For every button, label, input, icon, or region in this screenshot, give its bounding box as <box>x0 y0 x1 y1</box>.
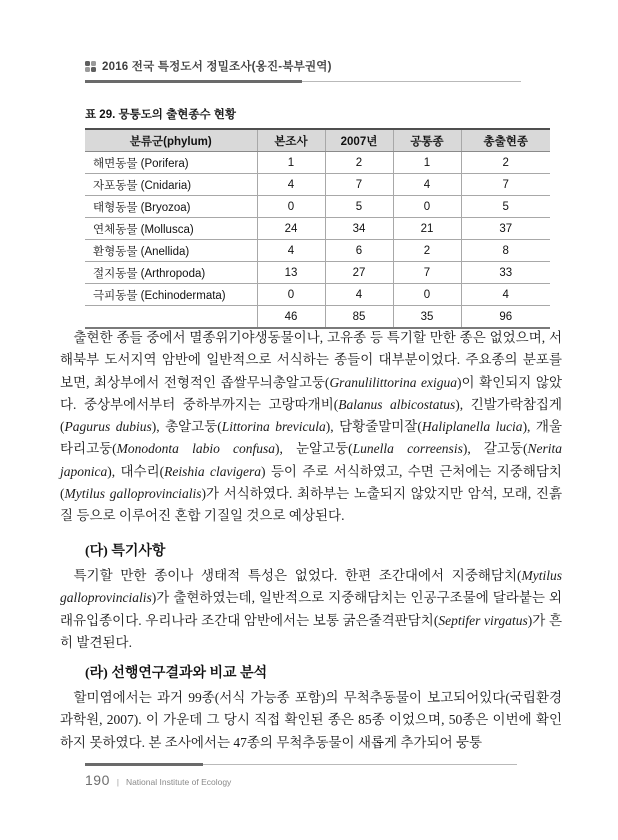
section-heading-special-notes: (다) 특기사항 <box>85 544 166 559</box>
institute-name: National Institute of Ecology <box>125 777 232 787</box>
count-cell: 4 <box>257 174 325 196</box>
count-cell: 4 <box>325 284 393 306</box>
footer-rule <box>85 763 517 766</box>
count-cell: 7 <box>393 262 461 284</box>
footer-separator: | <box>116 778 119 787</box>
count-cell: 4 <box>393 174 461 196</box>
section-heading-comparison: (라) 선행연구결과와 비교 분석 <box>85 666 268 681</box>
count-cell: 7 <box>461 174 550 196</box>
count-cell: 13 <box>257 262 325 284</box>
table-row <box>85 218 550 240</box>
species-count-table <box>85 128 550 329</box>
dots-grid-icon <box>85 61 96 72</box>
column-header: 분류군(phylum) <box>85 129 257 152</box>
count-cell: 1 <box>393 152 461 174</box>
count-cell: 2 <box>325 152 393 174</box>
phylum-cell: 해면동물 (Porifera) <box>85 152 257 174</box>
count-cell: 4 <box>461 284 550 306</box>
count-cell: 33 <box>461 262 550 284</box>
count-cell: 2 <box>461 152 550 174</box>
count-cell: 34 <box>325 218 393 240</box>
count-cell: 96 <box>461 306 550 329</box>
count-cell: 21 <box>393 218 461 240</box>
count-cell: 27 <box>325 262 393 284</box>
count-cell: 0 <box>257 196 325 218</box>
count-cell: 24 <box>257 218 325 240</box>
count-cell: 7 <box>325 174 393 196</box>
page-number: 190 <box>85 772 110 788</box>
count-cell: 2 <box>393 240 461 262</box>
table-row <box>85 196 550 218</box>
phylum-cell <box>85 306 257 329</box>
count-cell: 0 <box>393 196 461 218</box>
page-header <box>85 58 521 83</box>
count-cell: 8 <box>461 240 550 262</box>
count-cell: 6 <box>325 240 393 262</box>
count-cell: 0 <box>257 284 325 306</box>
count-cell: 35 <box>393 306 461 329</box>
count-cell: 0 <box>393 284 461 306</box>
header-rule <box>85 80 521 83</box>
table-row <box>85 152 550 174</box>
count-cell: 1 <box>257 152 325 174</box>
table-header-row <box>85 129 550 152</box>
count-cell: 4 <box>257 240 325 262</box>
paragraph-comparison: 할미염에서는 과거 99종(서식 가능종 포함)의 무척추동물이 보고되어있다(국립환경과학원, 2007). 이 가운데 그 당시 직접 확인된 종은 85종 이었으며, 50종은 이번에 확인하지 못하였다. 본 조사에서는 47종의 무척추동물이 새롭게 추가되어 뭉퉁 <box>60 690 562 750</box>
paragraph-special-notes: 특기할 만한 종이나 생태적 특성은 없었다. 한편 조간대에서 지중해담치(Mytilus galloprovincialis)가 출현하였는데, 일반적으로 지중해담치는 인공구조물에 달라붙는 외래유입종이다. 우리나라 조간대 암반에서는 보통 굵은줄격판담치(Septifer virgatus)가 흔히 발견된다. <box>60 568 562 650</box>
report-title: 2016 전국 특정도서 정밀조사(옹진-북부권역) <box>102 61 332 73</box>
column-header: 공통종 <box>393 129 461 152</box>
count-cell: 5 <box>461 196 550 218</box>
count-cell: 37 <box>461 218 550 240</box>
count-cell: 85 <box>325 306 393 329</box>
count-cell: 5 <box>325 196 393 218</box>
table-row <box>85 174 550 196</box>
table-row <box>85 240 550 262</box>
phylum-cell: 환형동물 (Anellida) <box>85 240 257 262</box>
column-header: 2007년 <box>325 129 393 152</box>
table-row <box>85 284 550 306</box>
phylum-cell: 극피동물 (Echinodermata) <box>85 284 257 306</box>
phylum-cell: 태형동물 (Bryozoa) <box>85 196 257 218</box>
page-footer <box>85 772 231 788</box>
phylum-cell: 연체동물 (Mollusca) <box>85 218 257 240</box>
count-cell: 46 <box>257 306 325 329</box>
table-row <box>85 306 550 329</box>
column-header: 총출현종 <box>461 129 550 152</box>
paragraph-species-distribution: 출현한 종들 중에서 멸종위기야생동물이나, 고유종 등 특기할 만한 종은 없었으며, 서해북부 도서지역 암반에 일반적으로 서식하는 종들이 대부분이었다. 주요종의 분포를 보면, 최상부에서 전형적인 좁쌀무늬총알고둥(Granulilittorina exigua)이 확인되지 않았다. 중상부에서부터 중하부까지는 고랑따개비(Balanus albicostatus), 긴발가락참집게(Pagurus dubius), 총알고둥(Littorina brevicula), 담황줄말미잘(Haliplanella lucia), 개울타리고둥(Monodonta labio confusa), 눈알고둥(Lunella correensis), 갈고둥(Nerita japonica), 대수리(Reishia clavigera) 등이 주로 서식하였고, 수면 근처에는 지중해담치(Mytilus galloprovincialis)가 서식하였다. 최하부는 노출되지 않았지만 암석, 모래, 진흙질 등으로 이루어진 혼합 기질일 것으로 예상된다. <box>60 330 562 524</box>
phylum-cell: 자포동물 (Cnidaria) <box>85 174 257 196</box>
table-caption: 표 29. 뭉퉁도의 출현종수 현황 <box>85 109 236 121</box>
phylum-cell: 절지동물 (Arthropoda) <box>85 262 257 284</box>
table-row <box>85 262 550 284</box>
column-header: 본조사 <box>257 129 325 152</box>
